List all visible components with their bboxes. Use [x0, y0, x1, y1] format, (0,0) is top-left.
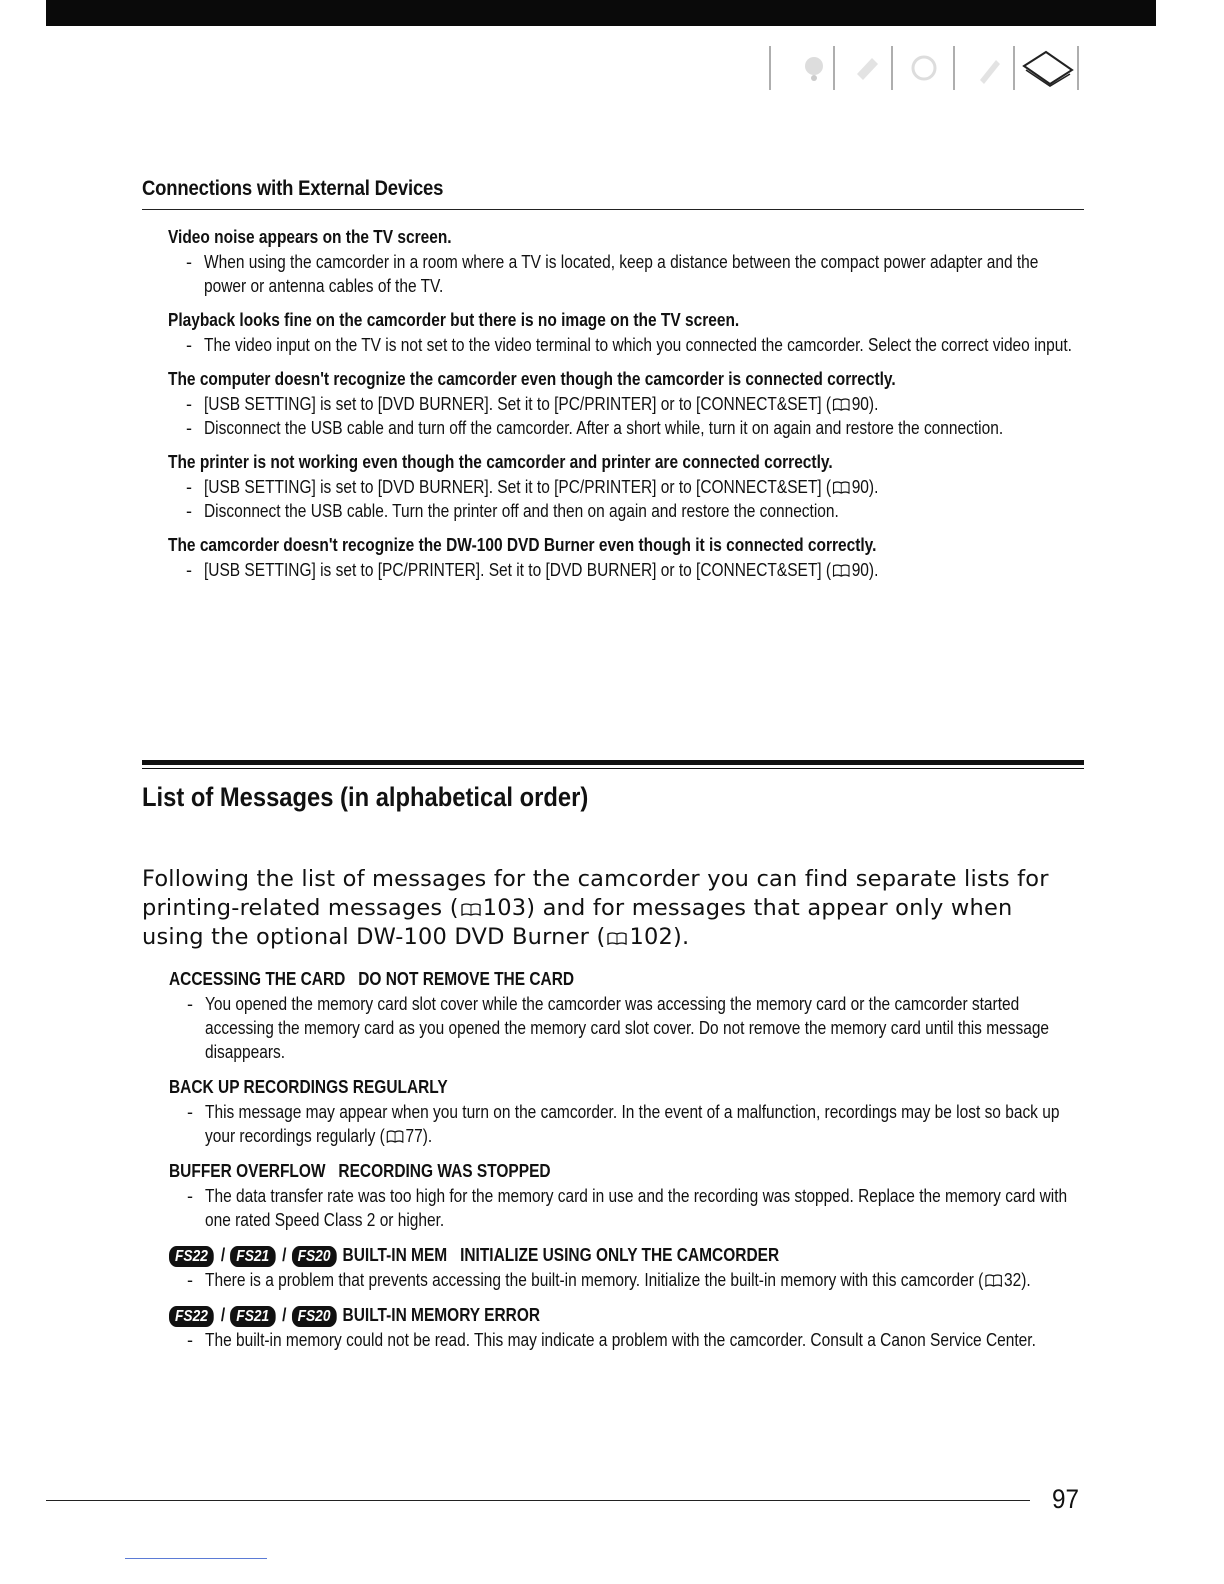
- model-badge-fs21: FS21: [230, 1246, 275, 1267]
- faq-question: The computer doesn't recognize the camcorder even though the camcorder is connected correctly.: [168, 369, 896, 389]
- faq-question: The camcorder doesn't recognize the DW-100 DVD Burner even though it is connected correctly.: [168, 535, 877, 555]
- faq-answer: - [USB SETTING] is set to [DVD BURNER]. Set it to [PC/PRINTER] or to [CONNECT&SET] ( 90).: [186, 477, 879, 497]
- messages-intro: Following the list of messages for the camcorder you can find separate lists for printing-related messages ( 103) and for messages that appear only when using the optional DW-100 DVD Burner ( 102).: [142, 866, 1049, 950]
- message-item: [169, 1074, 1084, 1148]
- message-description: - The data transfer rate was too high for the memory card in use and the recording was stopped. Replace the memory card with one rated Speed Class 2 or higher.: [187, 1186, 1068, 1230]
- page-ref-book-icon: [985, 1273, 1002, 1288]
- faq-entry: [168, 449, 1084, 523]
- chapter-nav-icons: [762, 40, 1082, 96]
- messages-title: List of Messages (in alphabetical order): [142, 782, 589, 812]
- pencil-icon[interactable]: [980, 60, 1000, 84]
- messages-section: [142, 760, 1084, 1352]
- message-item: [169, 1158, 1084, 1232]
- message-heading: ACCESSING THE CARD DO NOT REMOVE THE CARD: [169, 969, 575, 989]
- connections-entries: [168, 224, 1084, 582]
- message-item: [169, 1302, 1084, 1352]
- message-description: - You opened the memory card slot cover while the camcorder was accessing the memory card or the camcorder started accessing the memory card as you opened the memory card slot cover. Do not remove the memory card until this message disappears.: [187, 994, 1050, 1062]
- faq-answer: - The video input on the TV is not set to the video terminal to which you connected the camcorder. Select the correct video input.: [186, 335, 1072, 355]
- book-icon[interactable]: [1024, 52, 1072, 86]
- message-list: [169, 966, 1084, 1352]
- model-badge-fs22: FS22: [169, 1306, 214, 1327]
- page-ref-book-icon: [833, 397, 850, 412]
- faq-answer: - [USB SETTING] is set to [DVD BURNER]. Set it to [PC/PRINTER] or to [CONNECT&SET] ( 90).: [186, 394, 879, 414]
- faq-answer: - [USB SETTING] is set to [PC/PRINTER]. Set it to [DVD BURNER] or to [CONNECT&SET] ( 90).: [186, 560, 879, 580]
- faq-entry: [168, 307, 1084, 357]
- page-ref[interactable]: 102: [629, 924, 674, 950]
- page-ref[interactable]: 103: [482, 895, 527, 921]
- model-badge-fs22: FS22: [169, 1246, 214, 1267]
- section-double-rule: [142, 760, 1084, 769]
- page-ref-book-icon: [607, 931, 627, 946]
- message-heading: FS22 / FS21 / FS20 BUILT-IN MEMORY ERROR: [169, 1302, 956, 1328]
- page-ref[interactable]: 90: [851, 394, 869, 414]
- message-heading: BACK UP RECORDINGS REGULARLY: [169, 1077, 448, 1097]
- page-ref-book-icon: [387, 1129, 404, 1144]
- faq-question: The printer is not working even though the camcorder and printer are connected correctly.: [168, 452, 833, 472]
- message-heading: FS22 / FS21 / FS20 BUILT-IN MEM INITIALIZE USING ONLY THE CAMCORDER: [169, 1242, 956, 1268]
- model-badge-fs20: FS20: [292, 1306, 337, 1327]
- model-badge-fs21: FS21: [230, 1306, 275, 1327]
- page-ref[interactable]: 77: [405, 1126, 423, 1146]
- page-ref[interactable]: 90: [851, 560, 869, 580]
- camera-tools-icon[interactable]: [857, 58, 878, 80]
- page-ref[interactable]: 32: [1003, 1270, 1022, 1290]
- connections-section: [142, 175, 1084, 582]
- footer-link-underline: [125, 1558, 267, 1559]
- page-ref-book-icon: [833, 563, 850, 578]
- title-rule: [142, 209, 1084, 210]
- message-item: [169, 1242, 1084, 1292]
- model-badge-fs20: FS20: [292, 1246, 337, 1267]
- faq-entry: [168, 224, 1084, 298]
- faq-answer: - Disconnect the USB cable. Turn the printer off and then on again and restore the connection.: [186, 501, 839, 521]
- message-heading: BUFFER OVERFLOW RECORDING WAS STOPPED: [169, 1161, 551, 1181]
- message-description: - This message may appear when you turn on the camcorder. In the event of a malfunction, recordings may be lost so back up your recordings regularly ( 77).: [187, 1102, 1060, 1146]
- message-description: - The built-in memory could not be read. This may indicate a problem with the camcorder. Consult a Canon Service Center.: [187, 1330, 1036, 1350]
- faq-entry: [168, 366, 1084, 440]
- connections-title: Connections with External Devices: [142, 177, 444, 200]
- top-black-bar: [46, 0, 1156, 26]
- page-number: 97: [1052, 1484, 1080, 1514]
- page-ref[interactable]: 90: [851, 477, 869, 497]
- troubleshooting-icon[interactable]: [805, 57, 823, 81]
- disc-icon[interactable]: [913, 57, 935, 79]
- footer-rule: [46, 1500, 1030, 1501]
- faq-question: Video noise appears on the TV screen.: [168, 227, 452, 247]
- message-description: - There is a problem that prevents accessing the built-in memory. Initialize the built-in memory with this camcorder ( 32).: [187, 1270, 1031, 1290]
- faq-question: Playback looks fine on the camcorder but there is no image on the TV screen.: [168, 310, 740, 330]
- faq-answer: - Disconnect the USB cable and turn off the camcorder. After a short while, turn it on again and restore the connection.: [186, 418, 1004, 438]
- message-item: [169, 966, 1084, 1064]
- faq-answer: - When using the camcorder in a room where a TV is located, keep a distance between the compact power adapter and the power or antenna cables of the TV.: [186, 252, 1039, 296]
- page-ref-book-icon: [833, 480, 850, 495]
- faq-entry: [168, 532, 1084, 582]
- page-ref-book-icon: [461, 902, 481, 917]
